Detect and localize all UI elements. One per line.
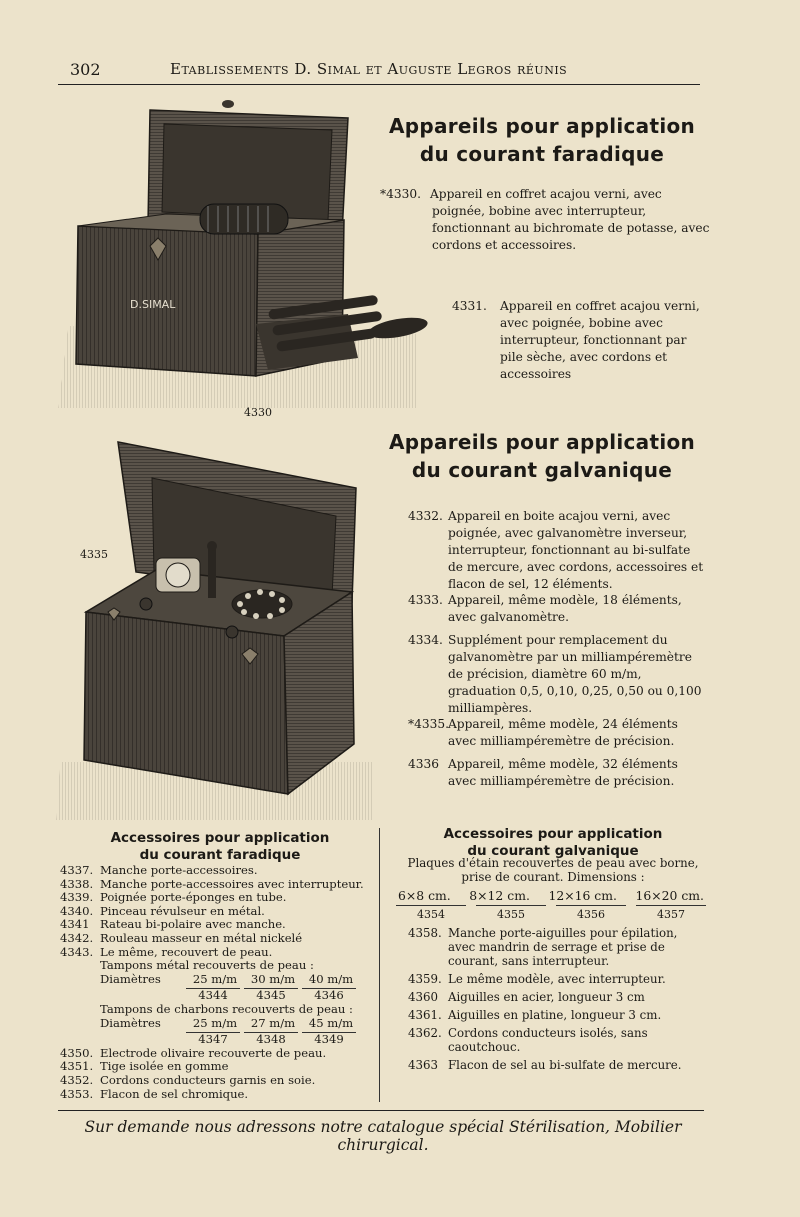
tampons-metal-numbers	[100, 988, 372, 1003]
figure-label-4330: 4330	[244, 406, 272, 419]
column-divider	[379, 828, 380, 1102]
item-text: Rateau bi-polaire avec manche.	[100, 917, 286, 932]
item-number: 4351.	[60, 1059, 94, 1074]
item-number: 4334.	[408, 633, 443, 647]
item-text: Pinceau révulseur en métal.	[100, 903, 265, 918]
size-cell: 25 m/m	[192, 1015, 238, 1030]
item-text: Manche porte-accessoires avec interrupteur.	[100, 876, 364, 891]
item-number: 4358.	[408, 926, 442, 940]
list-item	[60, 1060, 372, 1074]
item-text: Appareil en coffret acajou verni, avec poignée, bobine avec interrupteur, fonctionnant au bichromate de potasse, avec cordons et accessoires.	[430, 187, 710, 252]
accessories-galvanic-heading-line2: du courant galvanique	[467, 843, 639, 859]
dimension-cell: 8×12 cm.	[469, 888, 530, 903]
accessories-galvanic-heading	[398, 826, 708, 860]
list-item	[408, 1008, 708, 1022]
item-number: 4359.	[408, 972, 442, 986]
faradic-heading	[376, 112, 708, 168]
number-cell: 4354	[396, 905, 466, 922]
list-item	[60, 1088, 372, 1102]
item-text: Appareil en coffret acajou verni, avec poignée, bobine avec interrupteur, fonctionnant par pile sèche, avec cordons et accessoires	[500, 299, 700, 381]
number-cell: 4347	[186, 1032, 240, 1047]
accessories-galvanic-list	[408, 926, 708, 1076]
catalog-item-4331	[452, 298, 710, 383]
list-item	[408, 1026, 708, 1054]
item-number: 4362.	[408, 1026, 442, 1040]
item-text: Tige isolée en gomme	[100, 1059, 229, 1074]
galvanic-heading-line2: du courant galvanique	[411, 458, 673, 482]
catalog-item-4334	[408, 632, 708, 717]
item-number: 4338.	[60, 876, 94, 891]
tampons-metal-sizes	[100, 973, 372, 987]
item-text: Manche porte-accessoires.	[100, 863, 258, 877]
accessories-faradic-heading-line1: Accessoires pour application	[110, 830, 330, 846]
size-cell: 40 m/m	[308, 971, 354, 986]
accessories-faradic-heading-line2: du courant faradique	[139, 847, 301, 863]
dimensions-row	[396, 888, 706, 903]
item-number: 4337.	[60, 863, 94, 877]
tampons-metal-table	[60, 959, 372, 1047]
item-number: 4333.	[408, 593, 443, 607]
page-number: 302	[70, 60, 101, 79]
item-text: Le même modèle, avec interrupteur.	[448, 972, 666, 986]
list-item	[60, 1074, 372, 1088]
item-text: Appareil, même modèle, 18 éléments, avec galvanomètre.	[448, 593, 682, 624]
list-item	[60, 918, 372, 932]
list-item	[408, 926, 708, 968]
item-text: Le même, recouvert de peau.	[100, 944, 273, 959]
faradic-heading-line1: Appareils pour application	[388, 114, 696, 138]
plaques-intro: Plaques d'étain recouvertes de peau avec borne, prise de courant. Dimensions :	[407, 856, 699, 884]
catalog-item-4333	[408, 592, 708, 626]
number-cell: 4346	[302, 988, 356, 1003]
item-text: Flacon de sel chromique.	[100, 1086, 249, 1101]
item-text: Rouleau masseur en métal nickelé	[100, 930, 303, 945]
faradic-heading-line2: du courant faradique	[419, 142, 665, 166]
item-text: Appareil en boite acajou verni, avec poignée, avec galvanomètre inverseur, interrupteur, fonctionnant au bi-sulfate de mercure, avec cordons, accessoires et flacon de sel, 12 éléments.	[448, 509, 704, 591]
item-number: 4353.	[60, 1086, 94, 1101]
item-number: 4350.	[60, 1045, 94, 1060]
figure-label-4335: 4335	[80, 548, 108, 561]
number-cell: 4344	[186, 988, 240, 1003]
item-text: Cordons conducteurs isolés, sans caoutchouc.	[448, 1026, 648, 1054]
item-number: *4330.	[380, 187, 421, 201]
list-item	[60, 946, 372, 960]
dimension-cell: 16×20 cm.	[635, 888, 704, 903]
item-text: Electrode olivaire recouverte de peau.	[100, 1045, 327, 1060]
running-title: Etablissements D. Simal et Auguste Legros réunis	[170, 60, 568, 78]
item-number: 4352.	[60, 1072, 94, 1087]
item-number: 4336	[408, 757, 440, 771]
list-item	[60, 932, 372, 946]
item-text: Appareil, même modèle, 32 éléments avec milliampéremètre de précision.	[448, 757, 678, 788]
accessories-galvanic-heading-line1: Accessoires pour application	[443, 826, 663, 842]
galvanic-heading-line1: Appareils pour application	[388, 430, 696, 454]
item-text: Manche porte-aiguilles pour épilation, avec mandrin de serrage et prise de courant, sans interrupteur.	[448, 926, 678, 968]
galvanic-apparatus-illustration	[56, 432, 382, 824]
number-cell: 4356	[556, 905, 626, 922]
item-number: 4341	[60, 917, 90, 932]
item-number: 4342.	[60, 930, 94, 945]
item-number: 4363	[408, 1058, 439, 1072]
list-item	[408, 1058, 708, 1072]
item-number: 4340.	[60, 903, 94, 918]
dimension-cell: 6×8 cm.	[398, 888, 451, 903]
catalog-item-4336	[408, 756, 708, 790]
item-text: Cordons conducteurs garnis en soie.	[100, 1072, 316, 1087]
plaques-dimensions-table	[396, 888, 706, 922]
number-cell: 4349	[302, 1032, 356, 1047]
footer-rule	[58, 1110, 704, 1111]
list-item	[60, 864, 372, 878]
tampons-metal-title: Tampons métal recouverts de peau :	[100, 958, 314, 973]
list-item	[408, 972, 708, 986]
item-number: 4343.	[60, 944, 94, 959]
item-number: 4339.	[60, 890, 94, 905]
number-cell: 4357	[636, 905, 706, 922]
size-cell: 30 m/m	[250, 971, 296, 986]
list-item	[60, 891, 372, 905]
diameters-label: Diamètres	[100, 971, 161, 986]
accessories-faradic-heading	[60, 830, 380, 864]
tampons-charbon-title: Tampons de charbons recouverts de peau :	[100, 1001, 353, 1016]
size-cell: 27 m/m	[250, 1015, 296, 1030]
list-item	[60, 1047, 372, 1061]
item-number: 4361.	[408, 1008, 442, 1022]
number-cell: 4348	[244, 1032, 298, 1047]
tampons-charbon-numbers	[100, 1032, 372, 1047]
galvanic-heading	[376, 428, 708, 484]
list-item	[408, 990, 708, 1004]
accessories-faradic-list	[60, 864, 372, 1101]
diameters-label: Diamètres	[100, 1015, 161, 1030]
catalog-item-4332	[408, 508, 708, 593]
header-rule	[58, 84, 700, 85]
item-text: Aiguilles en platine, longueur 3 cm.	[448, 1008, 662, 1022]
list-item	[60, 878, 372, 892]
item-text: Poignée porte-éponges en tube.	[100, 890, 287, 905]
item-number: 4360	[408, 990, 439, 1004]
number-cell: 4345	[244, 988, 298, 1003]
footer-note: Sur demande nous adressons notre catalogue spécial Stérilisation, Mobilier chirurgical.	[84, 1118, 682, 1154]
size-cell: 25 m/m	[192, 971, 238, 986]
item-text: Aiguilles en acier, longueur 3 cm	[448, 990, 645, 1004]
tampons-charbon-sizes	[100, 1017, 372, 1031]
item-text: Flacon de sel au bi-sulfate de mercure.	[448, 1058, 682, 1072]
dimension-numbers-row	[396, 905, 706, 922]
box-brand-label: D.SIMAL	[130, 298, 176, 311]
item-number: 4332.	[408, 509, 443, 523]
dimension-cell: 12×16 cm.	[548, 888, 617, 903]
number-cell: 4355	[476, 905, 546, 922]
size-cell: 45 m/m	[308, 1015, 354, 1030]
item-text: Appareil, même modèle, 24 éléments avec milliampéremètre de précision.	[448, 717, 678, 748]
catalog-item-4335	[408, 716, 708, 750]
list-item	[60, 905, 372, 919]
item-number: *4335.	[408, 717, 449, 731]
item-number: 4331.	[452, 299, 487, 313]
catalog-item-4330	[380, 186, 710, 254]
item-text: Supplément pour remplacement du galvanomètre par un milliampéremètre de précision, diamètre 60 m/m, graduation 0,5, 0,10, 0,25, 0,50 ou 0,100 milliampères.	[448, 633, 702, 715]
